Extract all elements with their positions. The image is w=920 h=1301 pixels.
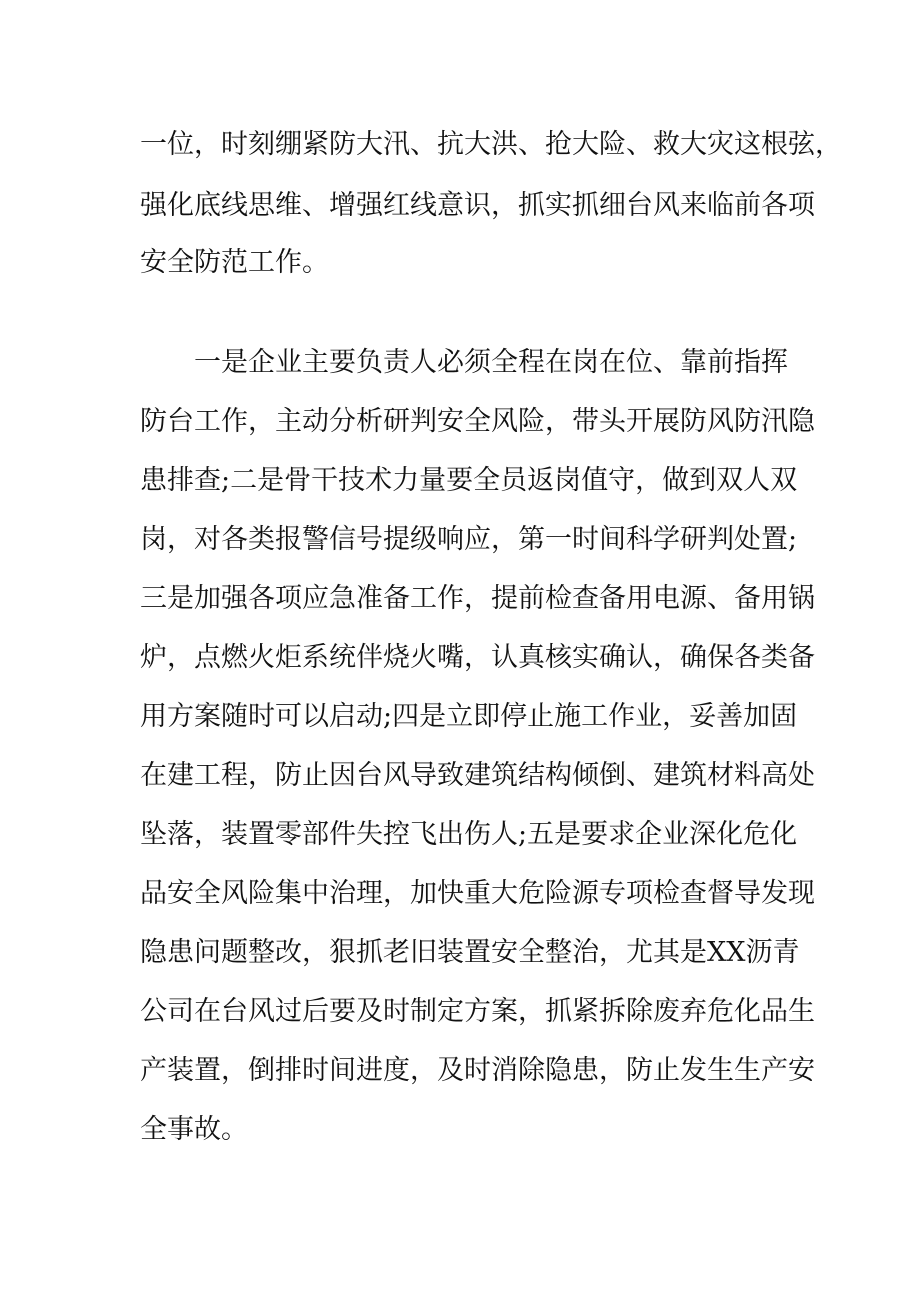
text-line: 防台工作，主动分析研判安全风险，带头开展防风防汛隐	[140, 406, 815, 437]
text-line: 产装置，倒排时间进度，及时消除隐患，防止发生生产安	[140, 1055, 815, 1086]
text-line: 全事故。	[140, 1114, 248, 1145]
text-line: 安全防范工作。	[140, 247, 329, 278]
text-line: 岗，对各类报警信号提级响应，第一时间科学研判处置;	[140, 524, 798, 555]
text-line: 炉，点燃火炬系统伴烧火嘴，认真核实确认，确保各类备	[140, 642, 815, 673]
text-line: 患排查;二是骨干技术力量要全员返岗值守，做到双人双	[140, 465, 798, 496]
text-line: 三是加强各项应急准备工作，提前检查备用电源、备用锅	[140, 583, 815, 614]
text-line: 品安全风险集中治理，加快重大危险源专项检查督导发现	[140, 878, 815, 909]
text-line: 坠落，装置零部件失控飞出伤人;五是要求企业深化危化	[140, 819, 798, 850]
text-line: 一是企业主要负责人必须全程在岗在位、靠前指挥	[194, 347, 788, 378]
text-line: 一位，时刻绷紧防大汛、抗大洪、抢大险、救大灾这根弦，	[140, 129, 842, 160]
text-line: 隐患问题整改，狠抓老旧装置安全整治，尤其是XX沥青	[140, 937, 800, 968]
text-line: 公司在台风过后要及时制定方案，抓紧拆除废弃危化品生	[140, 996, 815, 1027]
text-line: 在建工程，防止因台风导致建筑结构倾倒、建筑材料高处	[140, 760, 815, 791]
text-line: 用方案随时可以启动;四是立即停止施工作业，妥善加固	[140, 701, 798, 732]
text-line: 强化底线思维、增强红线意识，抓实抓细台风来临前各项	[140, 190, 815, 221]
